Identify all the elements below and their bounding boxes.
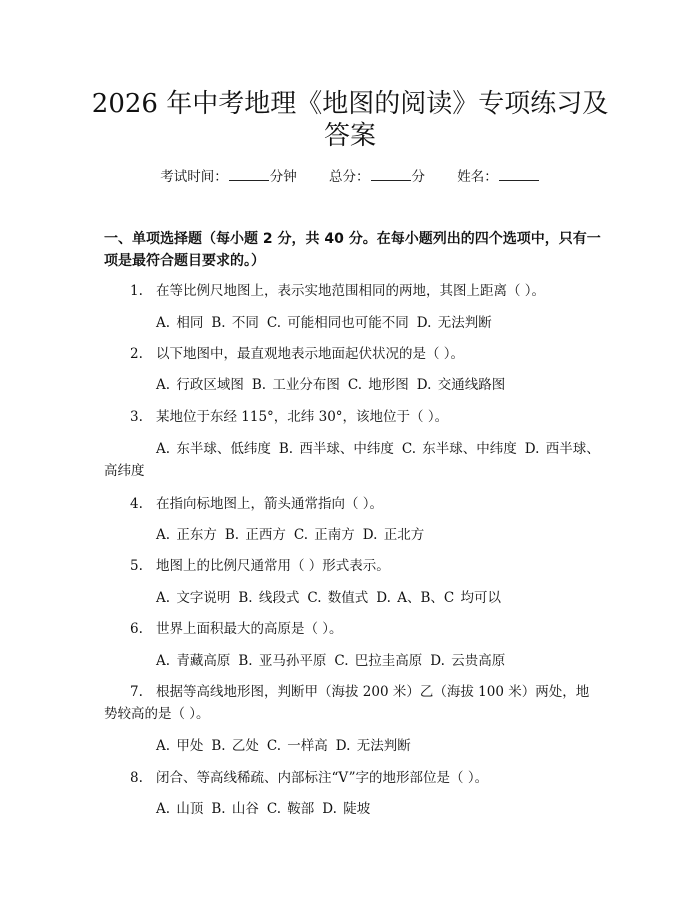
question-text: 闭合、等高线稀疏、内部标注“V”字的地形部位是（ ）。 [156,770,489,786]
exam-info-row [0,166,700,188]
question-8-options [104,798,602,820]
question-number: 7. [130,684,143,700]
option-a: A. 东半球、低纬度 [156,441,271,457]
document-title-line-1: 2026 年中考地理《地图的阅读》专项练习及 [91,89,609,119]
total-score-field [329,169,429,185]
option-d: D. 无法判断 [335,738,411,754]
option-b: B. 不同 [211,315,259,331]
option-b: B. 西半球、中纬度 [278,441,394,457]
option-a: A. 相同 [156,315,204,331]
option-c: C. 鞍部 [266,801,315,817]
question-text: 某地位于东经 115°，北纬 30°，该地位于（ ）。 [156,409,449,425]
option-d: D. 正北方 [362,527,425,543]
name-blank [499,168,539,181]
option-b: B. 乙处 [211,738,259,754]
question-6 [104,618,602,640]
question-number: 8. [130,770,143,786]
option-c: C. 数值式 [307,590,369,606]
option-d: D. 交通线路图 [416,377,506,393]
name-field [457,169,540,185]
option-c: C. 可能相同也可能不同 [266,315,409,331]
name-label: 姓名： [457,169,498,185]
question-4-options [104,524,602,546]
question-8 [104,767,602,789]
question-1 [104,280,602,302]
question-2-options [104,374,602,396]
question-7-options [104,735,602,757]
exam-time-field [160,169,301,185]
option-d: D. 云贵高原 [430,653,506,669]
question-5-options [104,587,602,609]
question-number: 5. [130,558,143,574]
option-a: A. 文字说明 [156,590,231,606]
question-number: 2. [130,346,143,362]
exam-time-label: 考试时间： [160,169,228,185]
option-b: B. 山谷 [211,801,259,817]
question-3-options [104,438,602,482]
option-d: D. 陡坡 [322,801,371,817]
option-a: A. 正东方 [156,527,217,543]
total-score-label: 总分： [329,169,370,185]
question-text: 地图上的比例尺通常用（ ）形式表示。 [156,558,390,574]
question-number: 6. [130,621,143,637]
option-a: A. 甲处 [156,738,204,754]
option-a: A. 青藏高原 [156,653,231,669]
section-header: 一、单项选择题（每小题 2 分，共 40 分。在每小题列出的四个选项中，只有一项是最符合题目要求的。） [104,231,601,269]
question-3 [104,406,602,428]
total-score-blank [371,168,411,181]
question-text: 以下地图中，最直观地表示地面起伏状况的是（ ）。 [156,346,465,362]
document-title-line-2: 答案 [323,121,376,151]
question-number: 4. [130,496,143,512]
option-b: B. 亚马孙平原 [238,653,327,669]
option-d: D. A、B、C 均可以 [376,590,502,606]
option-a: A. 山顶 [156,801,204,817]
exam-time-blank [229,168,269,181]
option-c: C. 巴拉圭高原 [334,653,423,669]
question-text: 在等比例尺地图上，表示实地范围相同的两地，其图上距离（ ）。 [156,283,546,299]
option-d: D. 无法判断 [416,315,492,331]
question-6-options [104,650,602,672]
option-c: C. 地形图 [347,377,409,393]
question-text: 根据等高线地形图，判断甲（海拔 200 米）乙（海拔 100 米）两处，地势较高的是（ ）。 [104,684,590,722]
option-a: A. 行政区域图 [156,377,244,393]
question-2 [104,343,602,365]
question-text: 世界上面积最大的高原是（ ）。 [156,621,343,637]
question-number: 3. [130,409,143,425]
option-b: B. 工业分布图 [251,377,340,393]
question-number: 1. [130,283,143,299]
question-text: 在指向标地图上，箭头通常指向（ ）。 [156,496,384,512]
option-c: C. 正南方 [293,527,355,543]
total-score-unit: 分 [411,169,425,185]
option-d: D. 西半球、高纬度 [104,441,600,479]
question-4 [104,493,602,515]
option-b: B. 线段式 [238,590,300,606]
option-c: C. 东半球、中纬度 [401,441,517,457]
question-1-options [104,312,602,334]
option-b: B. 正西方 [224,527,286,543]
question-5 [104,555,602,577]
exam-time-unit: 分钟 [269,169,297,185]
question-7 [104,681,602,725]
option-c: C. 一样高 [266,738,328,754]
